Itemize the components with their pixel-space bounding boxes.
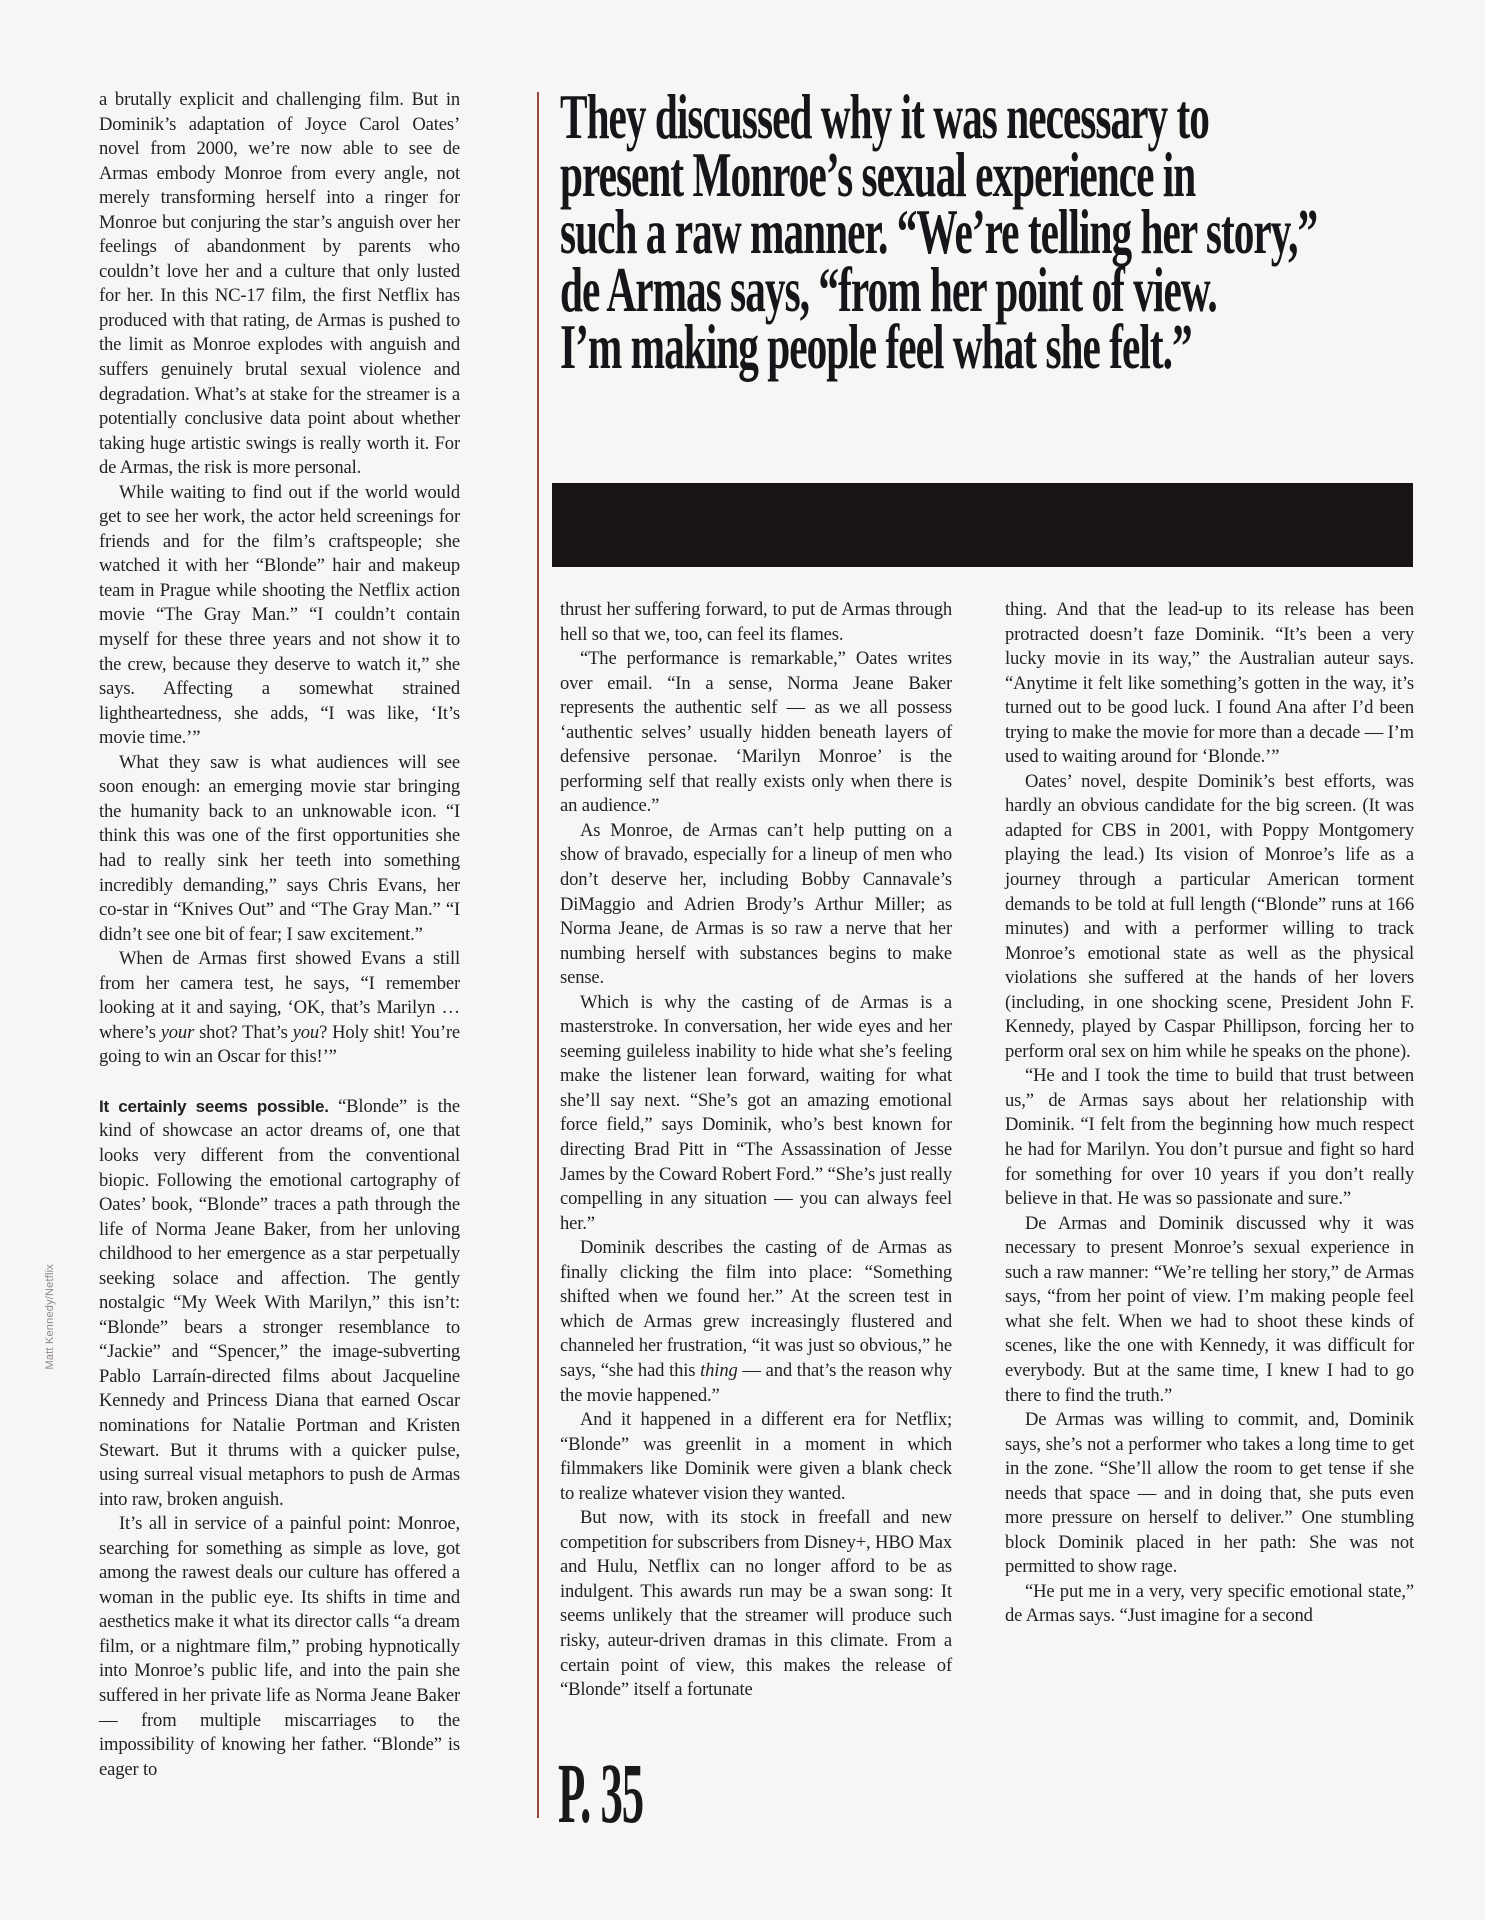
pull-quote-line: such a raw manner. “We’re telling her story,” <box>560 196 1318 267</box>
body-paragraph: Dominik describes the casting of de Armas as finally clicking the film into place: “Something shifted when we found her.” At the screen test in which de Armas grew increasingly flustered and channeled her frustration, “it was just so obvious,” he says, “she had this thing — and that’s the reason why the movie happened.” <box>560 1237 952 1406</box>
body-paragraph: What they saw is what audiences will see soon enough: an emerging movie star bringing the humanity back to an unknowable icon. “I think this was one of the first opportunities she had to really sink her teeth into something incredibly demanding,” says Chris Evans, her co-star in “Knives Out” and “The Gray Man.” “I didn’t see one bit of fear; I saw excitement.” <box>99 751 460 945</box>
body-paragraph: Which is why the casting of de Armas is a masterstroke. In conversation, her wide eyes and her seeming guileless inability to hide what she’s feeling make the listener lean forward, waiting for what she’ll say next. “She’s got an amazing emotional force field,” says Dominik, who’s best known for directing Brad Pitt in “The Assassination of Jesse James by the Coward Robert Ford.” “She’s just really compelling in any situation — you can always feel her.” <box>560 991 952 1234</box>
page-number: P. 35 <box>558 1745 644 1841</box>
body-paragraph: “He put me in a very, very specific emotional state,” de Armas says. “Just imagine for a second <box>1005 1580 1414 1627</box>
column-divider-rule <box>537 92 539 1818</box>
photo-credit: Matt Kennedy/Netflix <box>44 1264 56 1370</box>
body-paragraph: It certainly seems possible. “Blonde” is the kind of showcase an actor dreams of, one that looks very different from the conventional biopic. Following the emotional cartography of Oates’ book, “Blonde” traces a path through the life of Norma Jeane Baker, from her unloving childhood to her emergence as a star perpetually seeking solace and affection. The gently nostalgic “My Week With Marilyn,” this isn’t: “Blonde” bears a stronger resemblance to “Jackie” and “Spencer,” the image-subverting Pablo Larraín-directed films about Jacqueline Kennedy and Princess Diana that earned Oscar nominations for Natalie Portman and Kristen Stewart. But it thrums with a quicker pulse, using surreal visual metaphors to push de Armas into raw, broken anguish. <box>99 1095 460 1510</box>
body-paragraph: a brutally explicit and challenging film. But in Dominik’s adaptation of Joyce Carol Oates’ novel from 2000, we’re now able to see de Armas embody Monroe from every angle, not merely transforming herself into a ringer for Monroe but conjuring the star’s anguish over her feelings of abandonment by parents who couldn’t love her and a culture that only lusted for her. In this NC-17 film, the first Netflix has produced with that rating, de Armas is pushed to the limit as Monroe explodes with anguish and suffers genuinely brutal sexual violence and degradation. What’s at stake for the streamer is a potentially conclusive data point about whether taking huge artistic swings is really worth it. For de Armas, the risk is more personal. <box>99 89 460 479</box>
body-paragraph: But now, with its stock in freefall and new competition for subscribers from Disney+, HBO Max and Hulu, Netflix can no longer afford to be as indulgent. This awards run may be a swan song: It seems unlikely that the streamer will produce such risky, auteur-driven dramas in this climate. From a certain point of view, this makes the release of “Blonde” itself a fortunate <box>560 1507 952 1701</box>
body-paragraph: “The performance is remarkable,” Oates writes over email. “In a sense, Norma Jeane Baker represents the authentic self — as we all possess ‘authentic selves’ usually hidden beneath layers of defensive personae. ‘Marilyn Monroe’ is the performing self that really exists only when there is an audience.” <box>560 648 952 817</box>
article-column-2 <box>560 598 952 1703</box>
body-paragraph: It’s all in service of a painful point: Monroe, searching for something as simple as love, got among the rawest deals our culture has offered a woman in the public eye. Its shifts in time and aesthetics make it what its director calls “a dream film, or a nightmare film,” probing hypnotically into Monroe’s public life, and into the pain she suffered in her private life as Norma Jeane Baker — from multiple miscarriages to the impossibility of knowing her father. “Blonde” is eager to <box>99 1513 460 1780</box>
body-paragraph: “He and I took the time to build that trust between us,” de Armas says about her relationship with Dominik. “I felt from the beginning how much respect he had for Marilyn. You don’t pursue and fight so hard for something for over 10 years if you don’t really believe in that. He was so passionate and sure.” <box>1005 1065 1414 1210</box>
body-paragraph: De Armas was willing to commit, and, Dominik says, she’s not a performer who takes a long time to get in the zone. “She’ll allow the room to get tense if she needs that space — and in doing that, she puts even more pressure on herself to deliver.” One stumbling block Dominik placed in her path: She was not permitted to show rage. <box>1005 1409 1414 1578</box>
article-column-1 <box>99 88 460 1782</box>
body-paragraph: As Monroe, de Armas can’t help putting on a show of bravado, especially for a lineup of men who don’t deserve her, including Bobby Cannavale’s DiMaggio and Adrien Brody’s Arthur Miller; as Norma Jeane, de Armas is so raw a nerve that her numbing herself with substances begins to make sense. <box>560 819 952 989</box>
pull-quote-line: present Monroe’s sexual experience in <box>560 138 1196 210</box>
pull-quote-line: de Armas says, “from her point of view. <box>560 253 1217 325</box>
body-paragraph: When de Armas first showed Evans a still from her camera test, he says, “I remember looking at it and saying, ‘OK, that’s Marilyn … where’s your shot? That’s you? Holy shit! You’re going to win an Oscar for this!’” <box>99 948 460 1068</box>
body-paragraph: And it happened in a different era for Netflix; “Blonde” was greenlit in a moment in which filmmakers like Dominik were given a blank check to realize whatever vision they wanted. <box>560 1409 952 1504</box>
black-bar <box>552 483 1413 567</box>
body-paragraph: Oates’ novel, despite Dominik’s best efforts, was hardly an obvious candidate for the big screen. (It was adapted for CBS in 2001, with Poppy Montgomery playing the lead.) Its vision of Monroe’s life as a journey through a particular American torment demands to be told at full length (“Blonde” runs at 166 minutes) and with a performer willing to track Monroe’s emotional state as well as the physical violations she suffered at the hands of her lovers (including, in one shocking scene, President John F. Kennedy, played by Caspar Phillipson, forcing her to perform oral sex on him while he speaks on the phone). <box>1005 770 1414 1062</box>
body-paragraph: While waiting to find out if the world would get to see her work, the actor held screenings for friends and for the film’s craftspeople; she watched it with her “Blonde” hair and makeup team in Prague while shooting the Netflix action movie “The Gray Man.” “I couldn’t contain myself for these three years and not show it to the crew, because they deserve to watch it,” she says. Affecting a somewhat strained lightheartedness, she adds, “I was like, ‘It’s movie time.’” <box>99 481 460 749</box>
pull-quote <box>560 81 1424 382</box>
body-paragraph: De Armas and Dominik discussed why it was necessary to present Monroe’s sexual experience in such a raw manner: “We’re telling her story,” de Armas says, “from her point of view. I’m making people feel what she felt. When we had to shoot these kinds of scenes, like the one with Kennedy, it was difficult for everybody. But at the same time, I knew I had to go there to find the truth.” <box>1005 1212 1414 1406</box>
article-column-3 <box>1005 598 1414 1629</box>
body-paragraph: thrust her suffering forward, to put de Armas through hell so that we, too, can feel its flames. <box>560 599 952 645</box>
body-paragraph: thing. And that the lead-up to its release has been protracted doesn’t faze Dominik. “It’s been a very lucky movie in its way,” the Australian auteur says. “Anytime it felt like something’s gotten in the way, it’s turned out to be good luck. I found Ana after I’d been trying to make the movie for more than a decade — I’m used to waiting around for ‘Blonde.’” <box>1005 599 1414 768</box>
pull-quote-line: They discussed why it was necessary to <box>560 81 1209 152</box>
pull-quote-line: I’m making people feel what she felt.” <box>560 311 1192 382</box>
paragraph-lead-in: It certainly seems possible. <box>99 1096 339 1116</box>
